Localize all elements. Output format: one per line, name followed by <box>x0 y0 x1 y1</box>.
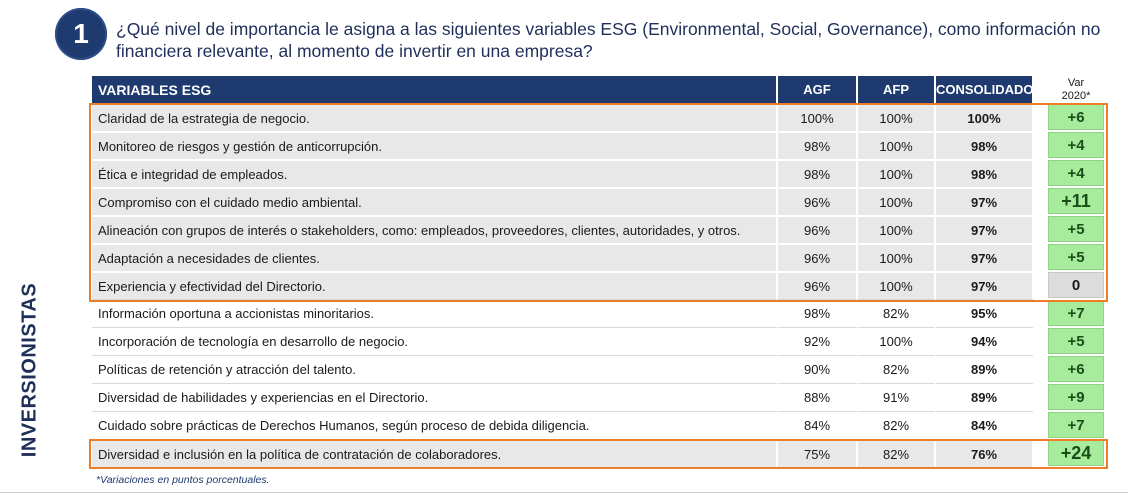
consolidado-cell: 94% <box>936 327 1034 355</box>
consolidado-cell: 98% <box>936 131 1034 159</box>
gap-cell <box>1034 271 1044 299</box>
var-badge: +6 <box>1048 104 1104 130</box>
agf-cell: 98% <box>778 131 858 159</box>
afp-cell: 82% <box>858 299 936 327</box>
consolidado-cell: 97% <box>936 215 1034 243</box>
table-row <box>92 187 1108 215</box>
consolidado-cell: 100% <box>936 103 1034 131</box>
var-cell <box>1044 131 1108 159</box>
var-badge: +6 <box>1048 356 1104 382</box>
var-cell <box>1044 355 1108 383</box>
table-row <box>92 243 1108 271</box>
variable-cell: Ética e integridad de empleados. <box>92 159 778 187</box>
consolidado-cell: 97% <box>936 271 1034 299</box>
var-badge: +5 <box>1048 244 1104 270</box>
afp-cell: 100% <box>858 271 936 299</box>
gap-cell <box>1034 439 1044 467</box>
gap-cell <box>1034 299 1044 327</box>
variable-cell: Adaptación a necesidades de clientes. <box>92 243 778 271</box>
var-cell <box>1044 299 1108 327</box>
table-row <box>92 299 1108 327</box>
bottom-divider <box>0 492 1128 493</box>
afp-cell: 100% <box>858 327 936 355</box>
consolidado-cell: 98% <box>936 159 1034 187</box>
gap-cell <box>1034 215 1044 243</box>
header-gap <box>1034 76 1044 103</box>
afp-cell: 100% <box>858 243 936 271</box>
agf-cell: 96% <box>778 187 858 215</box>
variable-cell: Diversidad de habilidades y experiencias en el Directorio. <box>92 383 778 411</box>
var-badge: 0 <box>1048 272 1104 298</box>
var-cell <box>1044 243 1108 271</box>
variable-cell: Alineación con grupos de interés o stakeholders, como: empleados, proveedores, clientes, autoridades, y otros. <box>92 215 778 243</box>
table-row <box>92 159 1108 187</box>
table-row <box>92 439 1108 467</box>
esg-variables-table <box>92 76 1108 467</box>
header-var-line1: Var <box>1067 76 1085 89</box>
consolidado-cell: 97% <box>936 243 1034 271</box>
afp-cell: 82% <box>858 411 936 439</box>
table-row <box>92 131 1108 159</box>
header-variables: VARIABLES ESG <box>92 76 778 103</box>
var-badge: +4 <box>1048 160 1104 186</box>
question-title: ¿Qué nivel de importancia le asigna a las siguientes variables ESG (Environmental, Social, Governance), como información no financiera relevante, al momento de invertir en una empresa? <box>116 19 1101 61</box>
var-cell <box>1044 327 1108 355</box>
afp-cell: 82% <box>858 355 936 383</box>
variable-cell: Cuidado sobre prácticas de Derechos Humanos, según proceso de debida diligencia. <box>92 411 778 439</box>
var-badge: +5 <box>1048 328 1104 354</box>
variable-cell: Incorporación de tecnología en desarrollo de negocio. <box>92 327 778 355</box>
var-cell <box>1044 215 1108 243</box>
agf-cell: 88% <box>778 383 858 411</box>
afp-cell: 100% <box>858 131 936 159</box>
gap-cell <box>1034 187 1044 215</box>
table-row <box>92 383 1108 411</box>
var-badge: +7 <box>1048 412 1104 438</box>
agf-cell: 84% <box>778 411 858 439</box>
table-row <box>92 411 1108 439</box>
side-label <box>18 282 42 458</box>
table-row <box>92 103 1108 131</box>
table-row <box>92 271 1108 299</box>
variable-cell: Información oportuna a accionistas minoritarios. <box>92 299 778 327</box>
agf-cell: 98% <box>778 159 858 187</box>
variable-cell: Compromiso con el cuidado medio ambiental. <box>92 187 778 215</box>
var-badge: +5 <box>1048 216 1104 242</box>
side-label-text: INVERSIONISTAS <box>18 282 41 458</box>
afp-cell: 100% <box>858 187 936 215</box>
agf-cell: 96% <box>778 243 858 271</box>
variable-cell: Experiencia y efectividad del Directorio. <box>92 271 778 299</box>
var-badge: +9 <box>1048 384 1104 410</box>
consolidado-cell: 95% <box>936 299 1034 327</box>
var-cell <box>1044 383 1108 411</box>
agf-cell: 90% <box>778 355 858 383</box>
header-afp: AFP <box>858 76 936 103</box>
table-row <box>92 215 1108 243</box>
consolidado-cell: 84% <box>936 411 1034 439</box>
table-header-row <box>92 76 1108 103</box>
gap-cell <box>1034 159 1044 187</box>
var-cell <box>1044 271 1108 299</box>
variable-cell: Políticas de retención y atracción del talento. <box>92 355 778 383</box>
var-cell <box>1044 159 1108 187</box>
agf-cell: 75% <box>778 439 858 467</box>
var-badge: +4 <box>1048 132 1104 158</box>
question-number-badge: 1 <box>55 8 107 60</box>
consolidado-cell: 76% <box>936 439 1034 467</box>
gap-cell <box>1034 383 1044 411</box>
gap-cell <box>1034 411 1044 439</box>
gap-cell <box>1034 327 1044 355</box>
consolidado-cell: 89% <box>936 355 1034 383</box>
gap-cell <box>1034 355 1044 383</box>
var-cell <box>1044 411 1108 439</box>
variable-cell: Diversidad e inclusión en la política de contratación de colaboradores. <box>92 439 778 467</box>
var-cell <box>1044 187 1108 215</box>
gap-cell <box>1034 103 1044 131</box>
afp-cell: 100% <box>858 215 936 243</box>
agf-cell: 96% <box>778 215 858 243</box>
var-cell <box>1044 439 1108 467</box>
afp-cell: 82% <box>858 439 936 467</box>
header-var-line2: 2020* <box>1061 89 1091 102</box>
header-agf: AGF <box>778 76 858 103</box>
table-row <box>92 355 1108 383</box>
header-var-2020 <box>1044 76 1108 103</box>
variable-cell: Claridad de la estrategia de negocio. <box>92 103 778 131</box>
header-consolidado: CONSOLIDADO <box>936 76 1034 103</box>
gap-cell <box>1034 131 1044 159</box>
consolidado-cell: 89% <box>936 383 1034 411</box>
footnote: *Variaciones en puntos porcentuales. <box>96 474 270 486</box>
afp-cell: 100% <box>858 103 936 131</box>
var-cell <box>1044 103 1108 131</box>
table-row <box>92 327 1108 355</box>
afp-cell: 91% <box>858 383 936 411</box>
var-badge: +24 <box>1048 440 1104 466</box>
afp-cell: 100% <box>858 159 936 187</box>
agf-cell: 100% <box>778 103 858 131</box>
agf-cell: 98% <box>778 299 858 327</box>
agf-cell: 96% <box>778 271 858 299</box>
variable-cell: Monitoreo de riesgos y gestión de anticorrupción. <box>92 131 778 159</box>
gap-cell <box>1034 243 1044 271</box>
agf-cell: 92% <box>778 327 858 355</box>
consolidado-cell: 97% <box>936 187 1034 215</box>
var-badge: +11 <box>1048 188 1104 214</box>
var-badge: +7 <box>1048 300 1104 326</box>
